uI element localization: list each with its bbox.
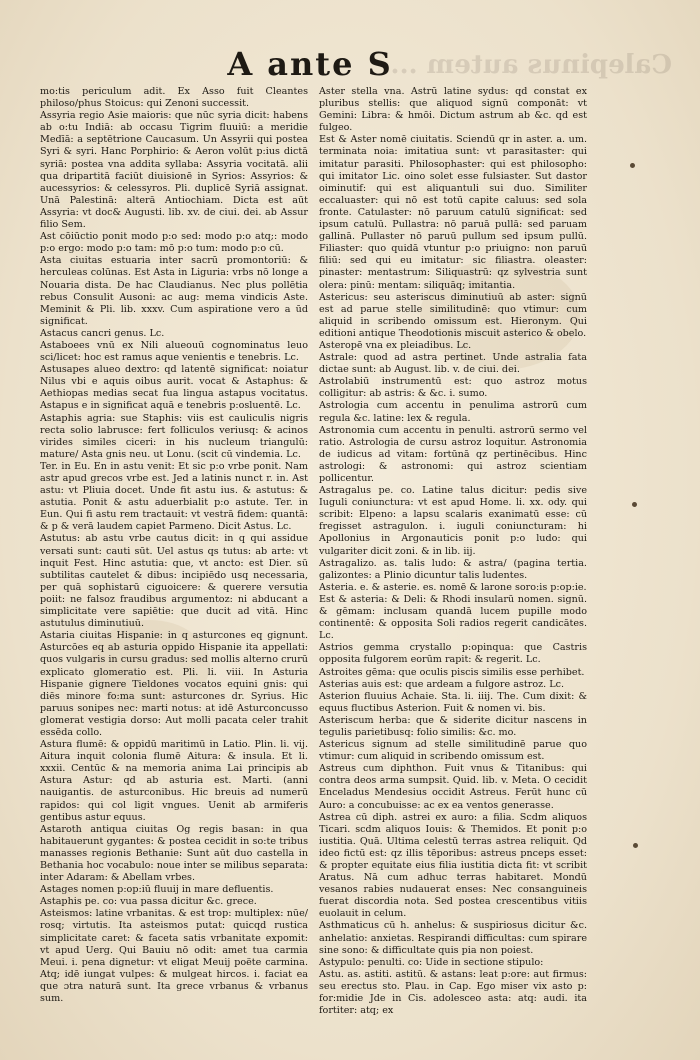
running-head: A ante S <box>227 45 393 83</box>
dictionary-entry: Astacus cancri genus. Lc. <box>40 327 165 339</box>
bleed-through-text: Calepinus autem ... <box>390 50 672 80</box>
dictionary-entry: Astaphis agria: sue Staphis: viis est cauliculis nigris recta solio labrusce: fert folliculos veriusq: & acinos virides similes ciceri: in his nucleum triangulū: mature/ Asta gnis neu. ut Lonu. (scit cū vindemia. Lc. <box>40 412 308 460</box>
binding-hole <box>630 163 635 168</box>
dictionary-entry: Ast cōiūctio ponit modo p:o sed: modo p:o atq;: modo p:o ergo: modo p:o tam: mō p:o tum: modo p:o cū. <box>40 231 308 255</box>
dictionary-entry: Astrios gemma crystallo p:opinqua: que Castris opposita fulgorem eorūm rapit: & regerit. Lc. <box>319 642 587 666</box>
dictionary-entry: Asteria. e. & asterie. es. nomē & larone soro:is p:op:ie. <box>319 581 587 593</box>
dictionary-entry: Astura flumē: & oppidū maritimū in Latio. Plin. li. vij. Aitura inquit colonia flumē Aitura: & insula. Et li. xxxii. Centūc & na memoria anima Lai principis ab Astura Astur: qd ab asturia est. Marti. (anni nauigantis. de asturconibus. Hic breuis ad numerū rapidos: qui col ligit vngues. Uenit ab armiferis gentibus astur equus. <box>40 739 308 823</box>
dictionary-entry: Astaria ciuitas Hispanie: in q asturcones eq gignunt. Asturcōes eq ab asturia oppido Hispanie ita appellati: quos vulgaris in cursu gradus: sed mollis alterno crurū explicato glomeratio est. Pli. li. viii. In Asturia Hispanie gignere Tieldones vocatos equini gnis: qui diēs minore fo:ma sunt: asturcones dr. Syrius. Hic paruus sonipes nec: marti notus: at idē Asturconcusso glomerat vestigia dorso: Aut molli pacata celer trahit essēda collo. <box>40 630 308 738</box>
dictionary-entry: Astusapes alueo dextro: qd latentē significat: noiatur Nilus vbi e aquis oibus aurit. vocat & Astaphus: & Aethiopas medias secat fua lingua astapus vocitatus. Astapus e in significat aquā e tenebris p:osluentē. Lc. <box>40 364 308 412</box>
dictionary-entry: Astaroth antiqua ciuitas Og regis basan: in qua habitauerunt gygantes: & postea cecidit in so:te tribus manasses regionis Bethanie: Sunt aūt duo castella in Bethania hoc vocabulo: noue inter se milibus separata: inter Adaram: & Abellam vrbes. <box>40 823 308 884</box>
dictionary-entry: Astrea cū diph. astrei ex auro: a filia. Scdm aliquos Ticari. scdm aliquos Iouis: & Themidos. Et ponit p:o iustitia. Quā. Ultima celestū terras astrea reliquit. Qd ideo fictū est: qz illis tēporibus: astreus pnceps esset: & propter equitate eius filia iustitia dicta fit: vt scribit Aratus. Nā cum adhuc terras habitaret. Mondū vesanos rabies nudauerat enses: Nec consanguineis fuerat discordia nota. Sed postea crescentibus vitiis euolauit in celum. <box>319 811 587 920</box>
dictionary-entry: Astrologia cum accentu in penulima astrorū cum regula &c. latine: lex & regula. <box>319 400 587 424</box>
dictionary-entry: Astragalus pe. co. Latine talus dicitur: pedis sive Iuguli coniunctura: vt est apud Home. li. xx. ody. qui scribit: Elpeno: a lapsu scalaris exanimatū esse: cū fregisset astragulon. i. iuguli coniuncturam: hi Apollonius in Argonauticis ponit p:o ludo: qui vulgariter dicit zoni. & in lib. iij. <box>319 485 587 557</box>
dictionary-entry: Astronomia cum accentu in penulti. astrorū sermo vel ratio. Astrologia de cursu astroz loquitur. Astronomia de iudicus ad vitam: fortūnā qz pertinēcibus. Hinc astrologi: & astronomi: qui astroz scientiam pollicentur. <box>319 424 587 484</box>
dictionary-entry: Astaboees vnū ex Nili alueouū cognominatus leuo sci/licet: hoc est ramus aque venientis e tenebris. Lc. <box>40 339 308 364</box>
dictionary-entry: Asteismos: latine vrbanitas. & est trop: multiplex: nūe/ rosq; virtutis. Ita asteismos putat: quicqd rustica simplicitate caret: & faceta satis vrbanitate expomit: vt apud Uerg. Qui Bauiu nō odit: amet tua carmia Meui. i. pena dignetur: vt eligat Meuij poëte carmina. Atq; idē iungat vulpes: & mulgeat hircos. i. faciat ea que ɔtra naturā sunt. Ita grece vrbanus & vrbanus sum. <box>40 908 308 1005</box>
dictionary-entry: Est & Aster nomē ciuitatis. Sciendū qr in aster. a. um. terminata noia: imitatiua sunt: vt parasitaster: qui imitatur parasiti. Philosophaster: qui est philosopho: qui imitator Lic. oino solet esse fulsiaster. Sut dastor oiminutif: qui est aliquantuli sui duo. Similiter eccaluaster: qui nō est totū capite caluus: sed sola fronte. Catulaster: nō paruum catulū significat: sed ipsum catulū. Pullastra: nō paruā pullā: sed paruam gallinā. Pullaster nō paruū pullum sed ipsum pullū. Filiaster: quo quidā vtuntur p:o priuigno: non paruū filiū: sed qui eu imitatur: sic filiastra. oleaster: pinaster: mentastrum: Siliquastrū: qz sylvestria sunt olera: pinū: mentam: siliquāq; imitantia. <box>319 134 587 291</box>
left-column <box>40 86 308 1005</box>
dictionary-entry: Astroites gēma: que oculis piscis similis esse perhibet. <box>319 666 585 678</box>
dictionary-entry: Astutus: ab astu vrbe cautus dicit: in q qui assidue versati sunt: cauti sūt. Uel astus qs tutus: ab arte: vt inquit Fest. Hinc astutia: que, vt ancto: est Dier. sū subtilitas cautelet & dibus: incipiēdo usq necessaria, per quā sophistarū ciguoicere: & querere versutia poiit: ne falsoz fraudibus argumentoz: ni abducant a simplicitate vere sapiētie: que ducit ad vitā. Hinc astutulus diminutiuū. <box>40 533 308 630</box>
dictionary-entry: Astaphis pe. co: vua passa dicitur &c. grece. <box>40 896 257 908</box>
dictionary-entry: Asta ciuitas estuaria inter sacrū promontoriū: & herculeas colūnas. Est Asta in Liguria: vrbs nō longe a Nouaria dista. De hac Claudianus. Nec plus pollētia rebus Consulit Ausoni: ac aug: mema vindicis Aste. Meminit & Pli. lib. xxxv. Cum aspiratione vero a ūd significat. <box>40 255 308 327</box>
dictionary-entry: Astrale: quod ad astra pertinet. Unde astralia fata dictae sunt: ab August. lib. v. de ciui. dei. <box>319 352 587 376</box>
dictionary-entry: Ter. in Eu. En in astu venit: Et sic p:o vrbe ponit. Nam astr apud grecos vrbe est. Jed a latinis nunct r. in. Ast astu: vt Pliuia docet. Unde fit astu ius. & astutus: & astutia. Ponit & astu aduerbialit p:o astute. Ter. in Eun. Qui fi astu rem tractauit: vt vestrā fidem: quantā: & p & verā laudem capiet Parmeno. Dicit Astus. Lc. <box>40 460 308 533</box>
dictionary-entry: mo:tis periculum adit. Ex Asso fuit Cleantes philoso/phus Stoicus: qui Zenoni successit. <box>40 86 308 110</box>
dictionary-entry: Aster stella vna. Astrū latine sydus: qd constat ex pluribus stellis: que aliquod signū componāt: vt Gemini: Libra: & hmōi. Dictum astrum ab &c. qd est fulgeo. <box>319 86 587 134</box>
dictionary-entry: Astericus signum ad stelle similitudinē parue quo vtimur: cum aliquid in scribendo omissum est. <box>319 739 587 763</box>
dictionary-entry: Astragalizo. as. talis ludo: & astra/ (pagina tertia. galizontes: a Plinio dicuntur talis ludentes. <box>319 557 587 581</box>
dictionary-entry: Assyria regio Asie maioris: que nūc syria dicit: habens ab o:tu Indiā: ab occasu Tigrim fluuiū: a meridie Medīā: a septētrione Caucasum. Un Assyrii qui postea Syri & syri. Hanc Porphirio: & Aeron volūt p:ius dictā syriā: postea vna addita syllaba: Assyria vocitatā. alii qua dripartitā faciūt diuisionē in Syrios: Assyrios: & aucessyrios: & celessyros. Pli. duplicē Syriā assignat. Unā Palestinā: alterā Antiochiam. Dicta est aūt Assyria: vt doc& Augusti. lib. xv. de ciui. dei. ab Assur filio Sem. <box>40 110 308 231</box>
dictionary-entry: Astypulo: penulti. co: Uide in sectione stipulo: <box>319 956 544 968</box>
dictionary-entry: Astages nomen p:op:iū fluuij in mare defluentis. <box>40 884 274 896</box>
binding-hole <box>632 502 637 507</box>
dictionary-entry: Asteropē vna ex pleiadibus. Lc. <box>319 339 472 351</box>
dictionary-entry: Asterias auis est: que ardeam a fulgore astroz. Lc. <box>319 678 565 690</box>
right-column <box>319 86 587 1017</box>
dictionary-entry: Asterion fluuius Achaie. Sta. li. iiij. The. Cum dixit: & equus fluctibus Asterion. Fuit & nomen vi. bis. <box>319 690 587 714</box>
dictionary-entry: Astrolabiū instrumentū est: quo astroz motus colligitur: ab astris: & &c. i. sumo. <box>319 376 587 400</box>
dictionary-entry: Asthmaticus cū h. anhelus: & suspiriosus dicitur &c. anhelatio: anxietas. Respirandi difficultas: cum spirare sine sono: & difficultate quis pia non poiest. <box>319 920 587 956</box>
dictionary-entry: Astreus cum diphthon. Fuit vnus & Titanibus: qui contra deos arma sumpsit. Quid. lib. v. Meta. O cecidit Enceladus Mendesius occidit Astreus. Ferūt hunc cū Auro: a concubuisse: ac ex ea ventos generasse. <box>319 763 587 811</box>
dictionary-entry: Est & asteria: & Deli: & Rhodi insularū nomen. signū. & gēmam: inclusam quandā lucem pupille modo continentē: & opposita Soli radios regerit candicātes. Lc. <box>319 593 587 642</box>
dictionary-entry: Asteriscum herba: que & siderite dicitur nascens in tegulis parietibusq: folio similis: &c. mo. <box>319 714 587 738</box>
dictionary-entry: Astericus: seu asteriscus diminutiuū ab aster: signū est ad parue stelle similitudinē: quo vtimur: cum aliquid in scribendo omissum est. Hieronym. Qui editioni antique Theodotionis miscuit asterico & obelo. <box>319 291 587 339</box>
binding-hole <box>633 843 638 848</box>
dictionary-entry: Astu. as. astiti. astitū. & astans: leat p:ore: aut firmus: seu erectus sto. Plau. in Cap. Ego miser vix asto p: for:midie Jde in Cis. adolesceo asta: atq: audi. ita fortiter: atq; ex <box>319 968 587 1017</box>
